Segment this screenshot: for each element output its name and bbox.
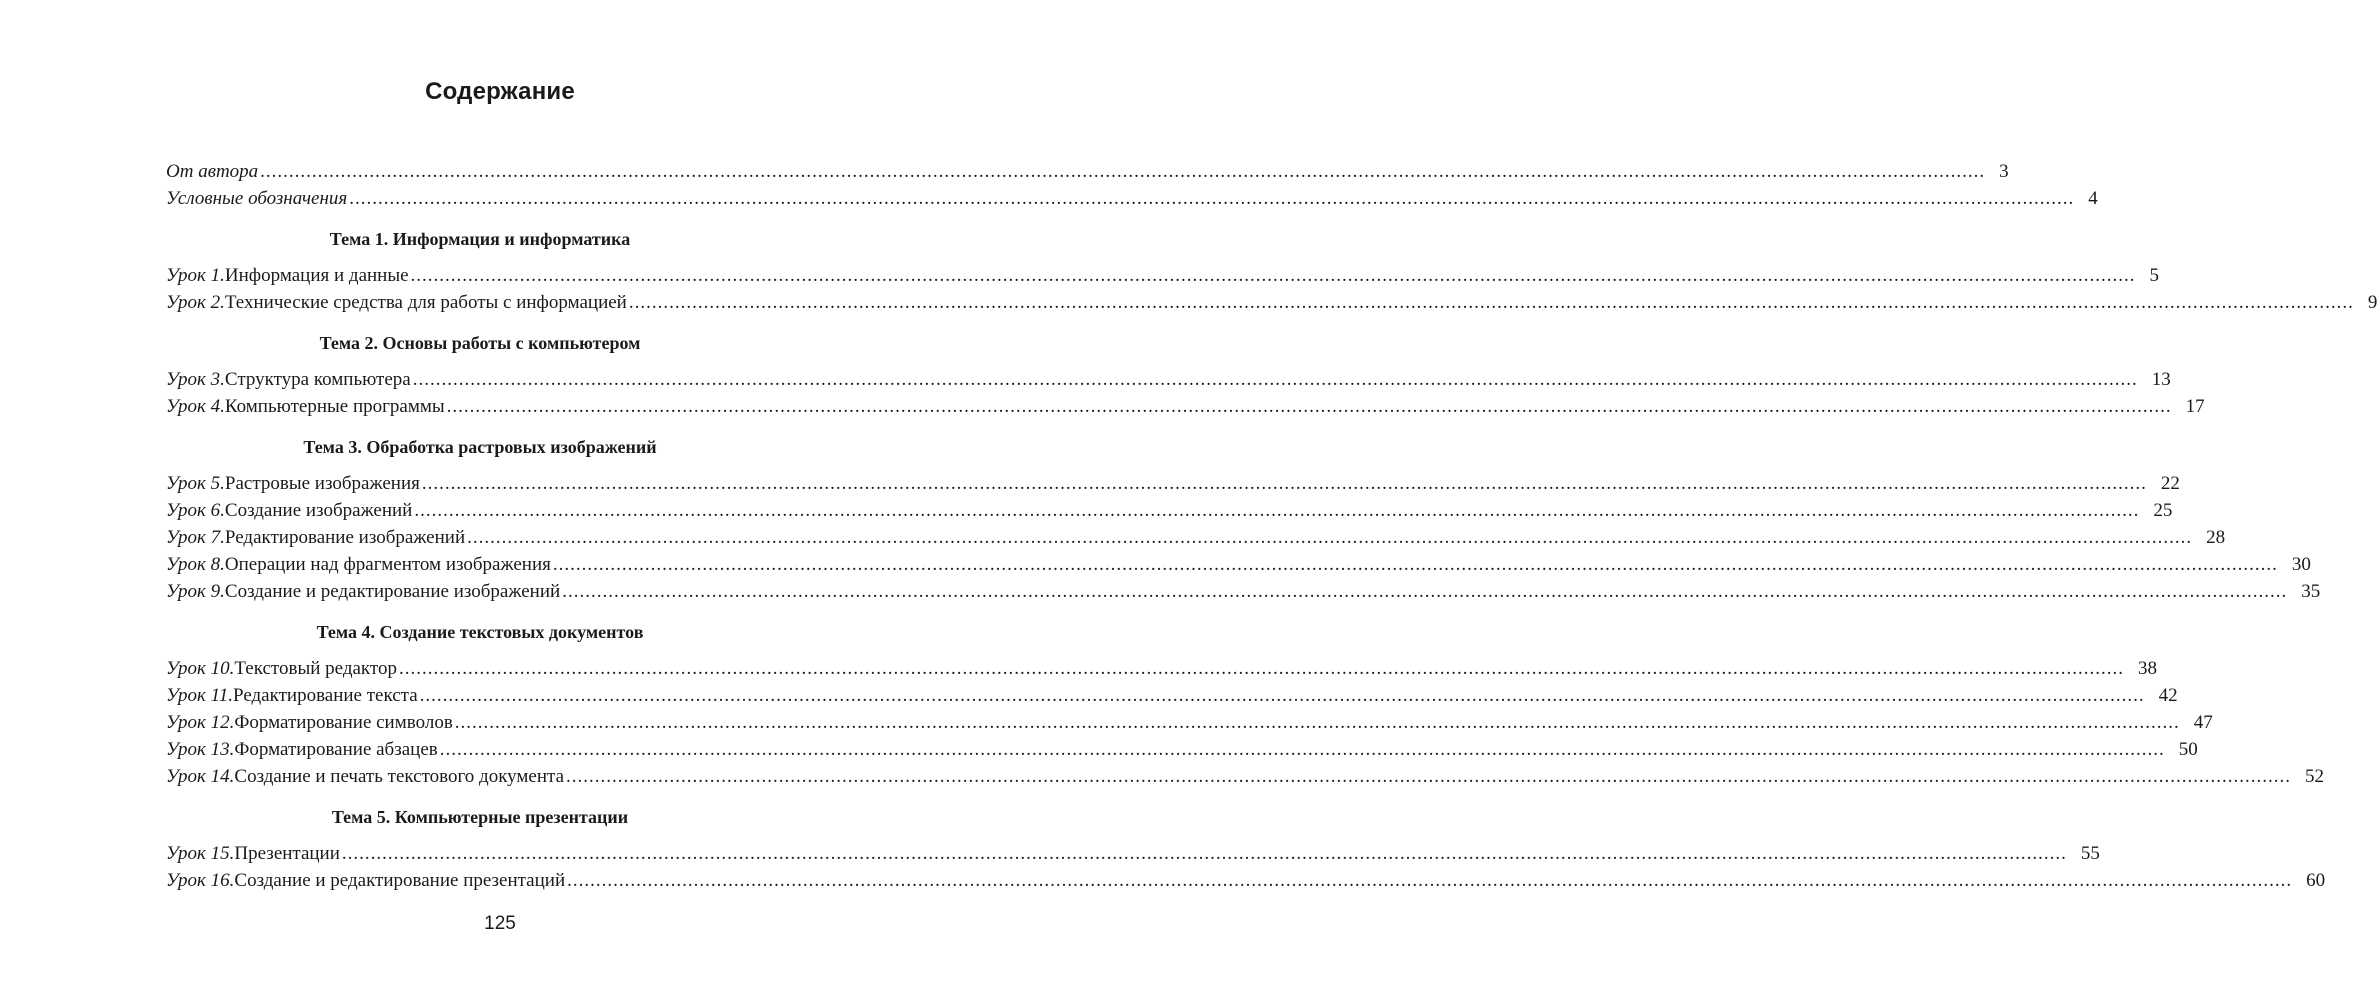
toc-entry-title: Условные обозначения (166, 188, 348, 209)
lesson-title: Текстовый редактор (234, 658, 397, 679)
toc-page-number: 28 (2206, 527, 2226, 548)
topic-heading: Тема 2. Основы работы с компьютером (319, 333, 641, 353)
toc-page-number: 30 (2291, 554, 2311, 575)
lesson-number: Урок 6. (166, 500, 225, 521)
topic-heading: Тема 1. Информация и информатика (329, 229, 631, 249)
lesson-number: Урок 12. (166, 712, 235, 733)
lesson-title: Редактирование текста (233, 685, 418, 706)
toc-lesson-entry (166, 682, 2178, 709)
dot-leader: ............................................................................................................................................................................................................................................................................................................ (421, 473, 2147, 494)
lesson-number: Урок 4. (166, 396, 225, 417)
toc-page-number: 55 (2080, 843, 2100, 864)
lesson-number: Урок 10. (166, 658, 235, 679)
topic-heading: Тема 3. Обработка растровых изображений (303, 437, 657, 457)
lesson-number: Урок 1. (166, 265, 225, 286)
dot-leader: ............................................................................................................................................................................................................................................................................................................ (260, 161, 1986, 182)
toc-lesson-entry (166, 262, 2160, 289)
lesson-number: Урок 3. (166, 369, 225, 390)
lesson-number: Урок 14. (166, 766, 235, 787)
toc-entry-legend (166, 185, 2098, 212)
dot-leader: ............................................................................................................................................................................................................................................................................................................ (341, 843, 2067, 864)
toc-page-number: 25 (2153, 500, 2173, 521)
toc-lesson-entry (166, 366, 2171, 393)
lesson-title: Операции над фрагментом изображения (224, 554, 551, 575)
toc-entry-title: От автора (166, 161, 259, 182)
toc-page-number: 4 (2088, 188, 2098, 209)
lesson-title: Создание и печать текстового документа (234, 766, 564, 787)
toc-lesson-entry (166, 763, 2324, 790)
lesson-number: Урок 13. (166, 739, 235, 760)
toc-page-number: 3 (1999, 161, 2009, 182)
lesson-title: Информация и данные (224, 265, 409, 286)
toc-lesson-entry (166, 867, 2326, 894)
toc-lesson-entry (166, 709, 2213, 736)
lesson-title: Растровые изображения (224, 473, 420, 494)
toc-page-number: 50 (2178, 739, 2198, 760)
page-title: Содержание (425, 78, 575, 106)
toc-page-number: 13 (2151, 369, 2171, 390)
lesson-title: Создание изображений (224, 500, 413, 521)
lesson-title: Компьютерные программы (224, 396, 445, 417)
toc-lesson-entry (166, 289, 2377, 316)
toc-lesson-entry (166, 736, 2198, 763)
lesson-title: Презентации (234, 843, 340, 864)
lesson-number: Урок 5. (166, 473, 225, 494)
lesson-title: Форматирование абзацев (234, 739, 438, 760)
toc-lesson-entry (166, 470, 2180, 497)
lesson-number: Урок 9. (166, 581, 225, 602)
toc-lesson-entry (166, 655, 2157, 682)
toc-lesson-entry (166, 840, 2100, 867)
lesson-number: Урок 15. (166, 843, 235, 864)
dot-leader: ............................................................................................................................................................................................................................................................................................................ (467, 527, 2193, 548)
topic-heading: Тема 5. Компьютерные презентации (331, 807, 629, 827)
dot-leader: ............................................................................................................................................................................................................................................................................................................ (566, 766, 2291, 787)
lesson-title: Редактирование изображений (224, 527, 466, 548)
dot-leader: ............................................................................................................................................................................................................................................................................................................ (567, 870, 2293, 891)
lesson-number: Урок 7. (166, 527, 225, 548)
lesson-number: Урок 11. (166, 685, 234, 706)
toc-page-number: 5 (2149, 265, 2160, 286)
toc-entry-from-author (166, 158, 2009, 185)
toc-lesson-entry (166, 497, 2173, 524)
lesson-number: Урок 16. (166, 870, 235, 891)
toc-page-number: 22 (2160, 473, 2180, 494)
toc-lesson-entry (166, 524, 2226, 551)
dot-leader: ............................................................................................................................................................................................................................................................................................................ (412, 369, 2138, 390)
dot-leader: ............................................................................................................................................................................................................................................................................................................ (562, 581, 2288, 602)
lesson-number: Урок 2. (166, 292, 225, 313)
toc-page-number: 35 (2301, 581, 2321, 602)
toc-page-number: 52 (2305, 766, 2324, 787)
dot-leader: ............................................................................................................................................................................................................................................................................................................ (349, 188, 2075, 209)
dot-leader: ............................................................................................................................................................................................................................................................................................................ (628, 292, 2354, 313)
dot-leader: ............................................................................................................................................................................................................................................................................................................ (419, 685, 2145, 706)
lesson-title: Технические средства для работы с информацией (224, 292, 627, 313)
topic-heading: Тема 4. Создание текстовых документов (316, 622, 644, 642)
lesson-title: Создание и редактирование презентаций (234, 870, 566, 891)
dot-leader: ............................................................................................................................................................................................................................................................................................................ (398, 658, 2124, 679)
dot-leader: ............................................................................................................................................................................................................................................................................................................ (439, 739, 2165, 760)
dot-leader: ............................................................................................................................................................................................................................................................................................................ (414, 500, 2140, 521)
lesson-title: Создание и редактирование изображений (224, 581, 561, 602)
toc-lesson-entry (166, 578, 2321, 605)
dot-leader: ............................................................................................................................................................................................................................................................................................................ (410, 265, 2136, 286)
dot-leader: ............................................................................................................................................................................................................................................................................................................ (446, 396, 2172, 417)
lesson-title: Структура компьютера (224, 369, 411, 390)
toc-page-number: 38 (2137, 658, 2157, 679)
toc-page-number: 9 (2367, 292, 2377, 313)
table-of-contents (166, 158, 2377, 894)
toc-page-number: 60 (2306, 870, 2326, 891)
toc-page-number: 47 (2193, 712, 2213, 733)
lesson-number: Урок 8. (166, 554, 225, 575)
lesson-title: Форматирование символов (234, 712, 453, 733)
toc-page-number: 17 (2185, 396, 2205, 417)
dot-leader: ............................................................................................................................................................................................................................................................................................................ (454, 712, 2180, 733)
dot-leader: ............................................................................................................................................................................................................................................................................................................ (552, 554, 2278, 575)
toc-lesson-entry (166, 551, 2311, 578)
toc-lesson-entry (166, 393, 2205, 420)
toc-page-number: 42 (2158, 685, 2178, 706)
page-number: 125 (484, 913, 516, 934)
